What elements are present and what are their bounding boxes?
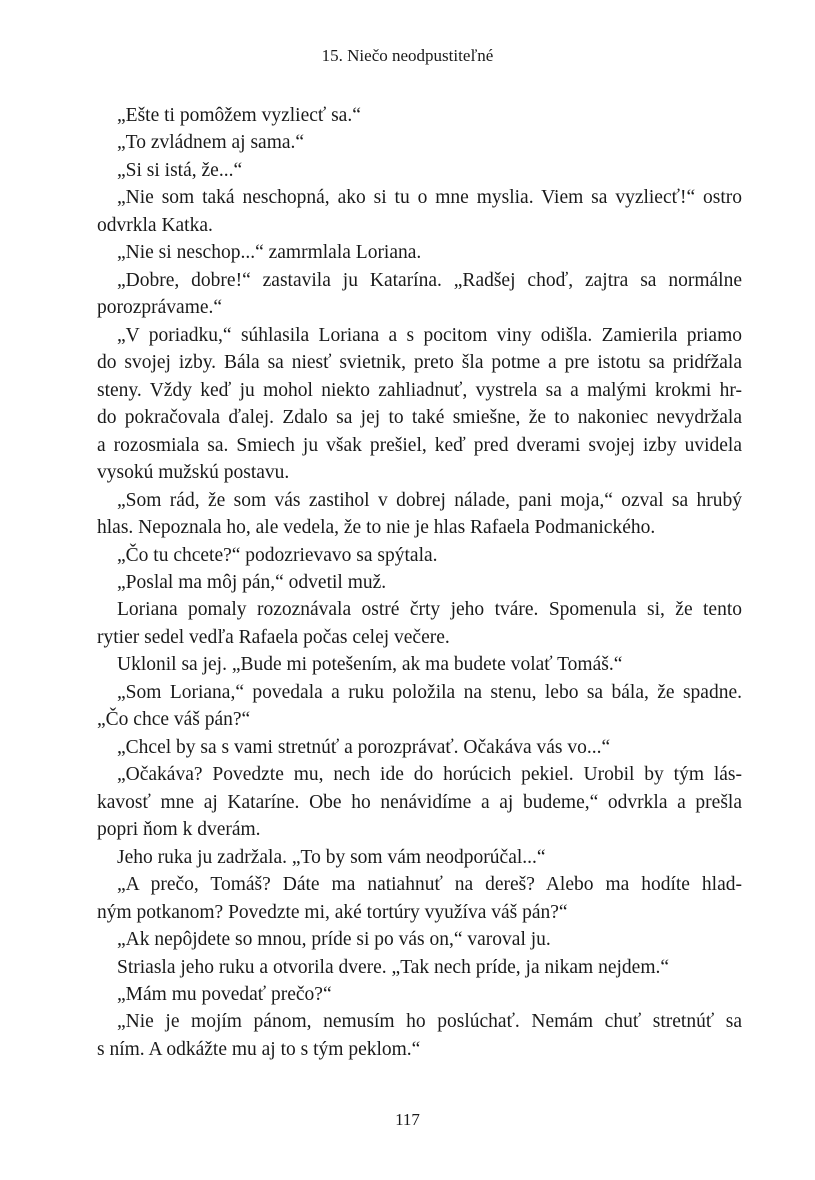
paragraph [97,981,742,1008]
text-line: Loriana pomaly rozoznávala ostré črty jeho tváre. Spomenula si, že tento [117,599,742,621]
text-line: odvrkla Katka. [97,214,213,236]
running-header: 15. Niečo neodpustiteľné [321,46,494,65]
text-line: Jeho ruka ju zadržala. „To by som vám neodporúčal...“ [117,846,546,868]
text-line: „Som rád, že som vás zastihol v dobrej nálade, pani moja,“ ozval sa hrubý [117,489,742,511]
page-number: 117 [395,1110,420,1129]
text-line: „A prečo, Tomáš? Dáte ma natiahnuť na dereš? Alebo ma hodíte hlad- [117,874,742,896]
text-line: Uklonil sa jej. „Bude mi potešením, ak ma budete volať Tomáš.“ [117,654,623,676]
paragraph [97,102,742,129]
paragraph [97,129,742,156]
text-line: steny. Vždy keď ju mohol niekto zahliadnuť, vystrela sa a malými krokmi hr- [97,379,742,401]
paragraph [97,542,742,569]
text-line: popri ňom k dverám. [97,819,261,841]
body-text [97,102,742,1063]
paragraph [97,651,742,678]
text-line: „Ak nepôjdete so mnou, príde si po vás on,“ varoval ju. [117,929,551,951]
paragraph [97,487,742,542]
text-line: „Očakáva? Povedzte mu, nech ide do horúcich pekiel. Urobil by tým lás- [117,764,742,786]
text-line: „Čo chce váš pán?“ [97,709,251,731]
text-line: do pokračovala ďalej. Zdalo sa jej to také smiešne, že to nakoniec nevydržala [97,407,742,429]
paragraph [97,267,742,322]
text-line: hlas. Nepoznala ho, ale vedela, že to nie je hlas Rafaela Podmanického. [97,517,656,539]
text-line: „Nie si neschop...“ zamrmlala Loriana. [117,242,422,264]
paragraph [97,761,742,843]
text-line: „Mám mu povedať prečo?“ [117,984,332,1005]
text-line: „V poriadku,“ súhlasila Loriana a s pocitom viny odišla. Zamierila priamo [117,324,742,346]
paragraph [97,954,742,981]
text-line: Striasla jeho ruku a otvorila dvere. „Tak nech príde, ja nikam nejdem.“ [117,956,670,978]
paragraph [97,184,742,239]
paragraph [97,596,742,651]
paragraph [97,239,742,266]
text-line: kavosť mne aj Kataríne. Obe ho nenávidíme a aj budeme,“ odvrkla a prešla [97,791,742,813]
text-line: „Chcel by sa s vami stretnúť a porozprávať. Očakáva vás vo...“ [117,736,611,758]
paragraph [97,1008,742,1063]
paragraph [97,322,742,487]
text-line: vysokú mužskú postavu. [97,462,290,484]
paragraph [97,734,742,761]
paragraph [97,844,742,871]
paragraph [97,157,742,184]
text-line: porozprávame.“ [97,297,223,319]
text-line: „Čo tu chcete?“ podozrievavo sa spýtala. [117,544,438,566]
text-line: „Si si istá, že...“ [117,159,243,181]
text-line: „Nie je mojím pánom, nemusím ho poslúchať. Nemám chuť stretnúť sa [117,1011,742,1033]
paragraph [97,871,742,926]
paragraph [97,679,742,734]
text-line: „Som Loriana,“ povedala a ruku položila na stenu, lebo sa bála, že spadne. [117,681,742,703]
text-line: a rozosmiala sa. Smiech ju však prešiel, keď pred dverami svojej izby uvidela [97,434,742,456]
paragraph [97,926,742,953]
text-line: ným potkanom? Povedzte mi, aké tortúry využíva váš pán?“ [97,901,568,923]
text-line: s ním. A odkážte mu aj to s tým peklom.“ [97,1038,421,1060]
text-line: „To zvládnem aj sama.“ [117,132,305,154]
text-line: „Nie som taká neschopná, ako si tu o mne myslia. Viem sa vyzliecť!“ ostro [117,187,742,209]
text-line: „Ešte ti pomôžem vyzliecť sa.“ [117,105,361,126]
paragraph [97,569,742,596]
text-line: „Dobre, dobre!“ zastavila ju Katarína. „Radšej choď, zajtra sa normálne [117,269,742,291]
text-line: „Poslal ma môj pán,“ odvetil muž. [117,571,387,593]
text-line: rytier sedel vedľa Rafaela počas celej večere. [97,626,450,648]
text-line: do svojej izby. Bála sa niesť svietnik, preto šla potme a pre istotu sa pridŕžala [97,352,742,374]
